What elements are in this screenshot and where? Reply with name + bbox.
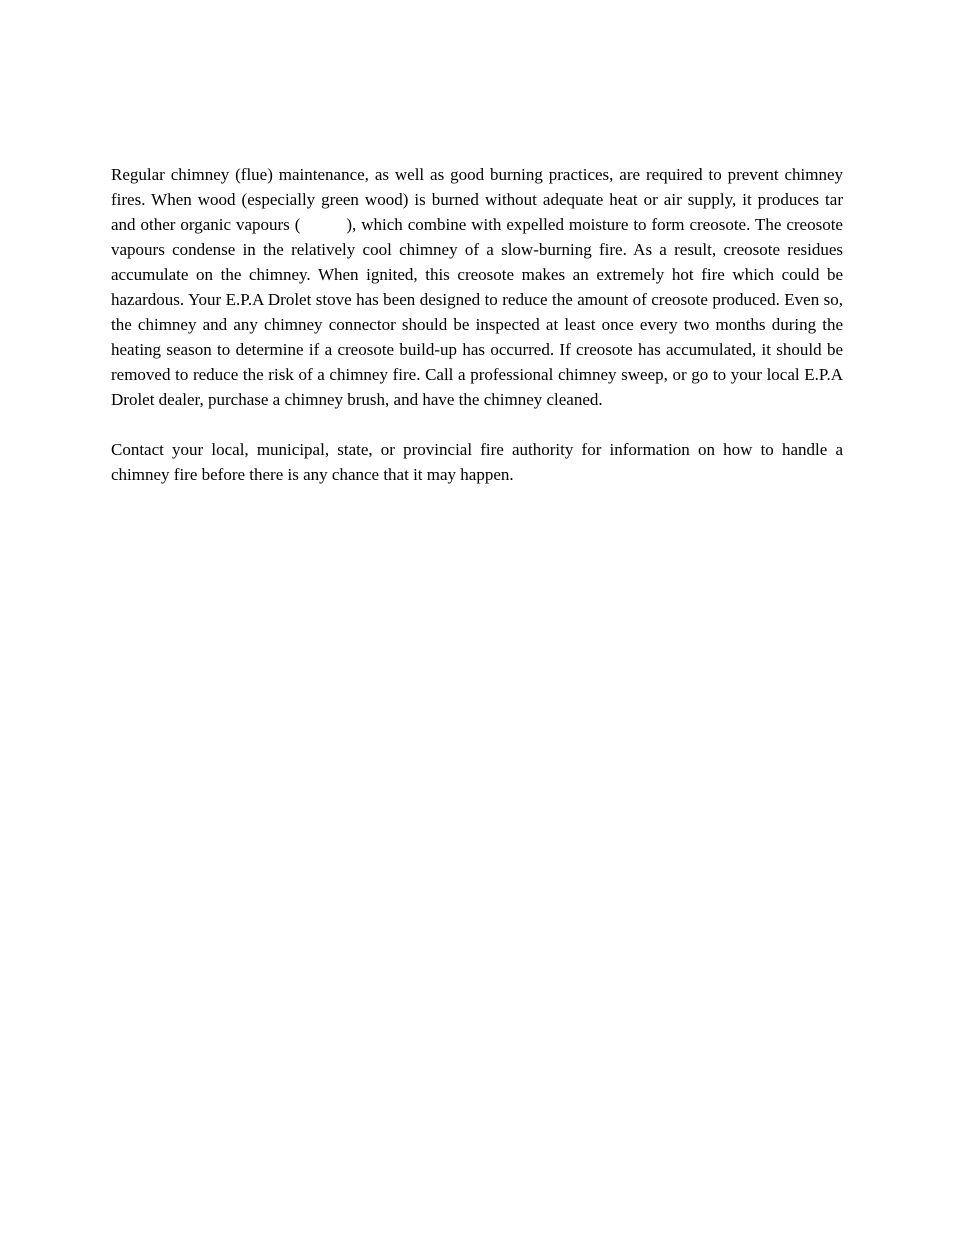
fire-authority-paragraph: Contact your local, municipal, state, or provincial fire authority for information on how to handle a chimney fire before there is any chance that it may happen.	[111, 440, 843, 484]
paragraph-text-start: Regular chimney (flue) maintenance, as well as good burning practices, are required to prevent chimney fires. When wood (especially green wood) is burned without adequate heat or air supply, it produces tar and other organic vapours (	[111, 165, 843, 234]
paragraph-spacer	[111, 412, 843, 437]
chimney-maintenance-paragraph	[111, 162, 843, 412]
paragraph-text-end: ), which combine with expelled moisture to form creosote. The creosote vapours condense in the relatively cool chimney of a slow-burning fire. As a result, creosote residues accumulate on the chimney. When ignited, this creosote makes an extremely hot fire which could be hazardous. Your E.P.A Drolet stove has been designed to reduce the amount of creosote produced. Even so, the chimney and any chimney connector should be inspected at least once every two months during the heating season to determine if a creosote build-up has occurred. If creosote has accumulated, it should be removed to reduce the risk of a chimney fire. Call a professional chimney sweep, or go to your local E.P.A Drolet dealer, purchase a chimney brush, and have the chimney cleaned.	[111, 215, 843, 409]
document-body	[111, 162, 843, 487]
